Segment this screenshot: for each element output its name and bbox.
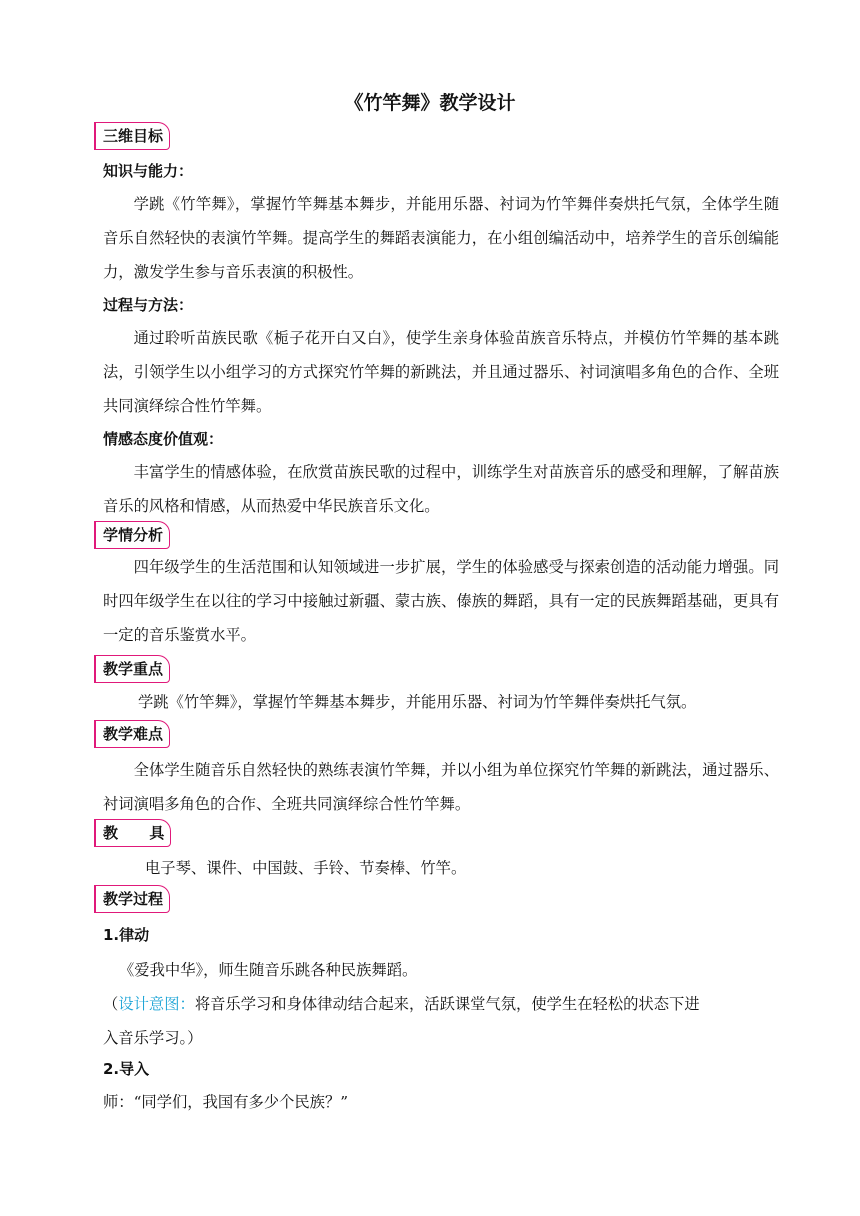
document-title: 《竹竿舞》教学设计: [344, 92, 516, 114]
paragraph-knowledge: 学跳《竹竿舞》，掌握竹竿舞基本舞步，并能用乐器、衬词为竹竿舞伴奏烘托气氛，全体学生随音乐自然轻快的表演竹竿舞。提高学生的舞蹈表演能力，在小组创编活动中，培养学生的音乐创编能力，激发学生参与音乐表演的积极性。: [103, 195, 779, 281]
design-intent-text-1: 将音乐学习和身体律动结合起来，活跃课堂气氛，使学生在轻松的状态下进: [194, 995, 700, 1013]
paragraph-tools: 电子琴、课件、中国鼓、手铃、节奏棒、竹竿。: [145, 859, 467, 877]
step1-text: 《爱我中华》，师生随音乐跳各种民族舞蹈。: [119, 961, 418, 979]
step2-text: 师：“同学们，我国有多少个民族？”: [103, 1093, 349, 1111]
step1-heading: 1.律动: [103, 926, 150, 944]
paragraph-process: 通过聆听苗族民歌《栀子花开白又白》，使学生亲身体验苗族音乐特点，并模仿竹竿舞的基本跳法，引领学生以小组学习的方式探究竹竿舞的新跳法，并且通过器乐、衬词演唱多角色的合作、全班共同演绎综合性竹竿舞。: [103, 329, 779, 415]
section-tag-tools: 教 具: [94, 819, 171, 847]
section-tag-key: 教学重点: [94, 655, 170, 683]
design-open-paren: （: [103, 995, 119, 1013]
heading-knowledge: 知识与能力：: [103, 162, 194, 180]
heading-process: 过程与方法：: [103, 296, 194, 314]
paragraph-analysis: 四年级学生的生活范围和认知领域进一步扩展，学生的体验感受与探索创造的活动能力增强。同时四年级学生在以往的学习中接触过新疆、蒙古族、傣族的舞蹈，具有一定的民族舞蹈基础，更具有一定的音乐鉴赏水平。: [103, 558, 779, 644]
design-intent-line-2: 入音乐学习。）: [103, 1029, 203, 1047]
section-tag-goals: 三维目标: [94, 122, 170, 150]
paragraph-key: 学跳《竹竿舞》，掌握竹竿舞基本舞步，并能用乐器、衬词为竹竿舞伴奏烘托气氛。: [138, 693, 697, 711]
paragraph-difficulty: 全体学生随音乐自然轻快的熟练表演竹竿舞，并以小组为单位探究竹竿舞的新跳法，通过器乐、衬词演唱多角色的合作、全班共同演绎综合性竹竿舞。: [103, 761, 779, 813]
section-tag-difficulty: 教学难点: [94, 720, 170, 748]
design-intent-line-1: [103, 992, 700, 1014]
paragraph-emotion: 丰富学生的情感体验，在欣赏苗族民歌的过程中，训练学生对苗族音乐的感受和理解，了解苗族音乐的风格和情感，从而热爱中华民族音乐文化。: [103, 463, 779, 515]
design-intent-label: 设计意图：: [118, 995, 195, 1013]
section-tag-analysis: 学情分析: [94, 521, 170, 549]
section-tag-procedure: 教学过程: [94, 885, 170, 913]
step2-heading: 2.导入: [103, 1060, 150, 1078]
heading-emotion: 情感态度价值观：: [103, 430, 224, 448]
